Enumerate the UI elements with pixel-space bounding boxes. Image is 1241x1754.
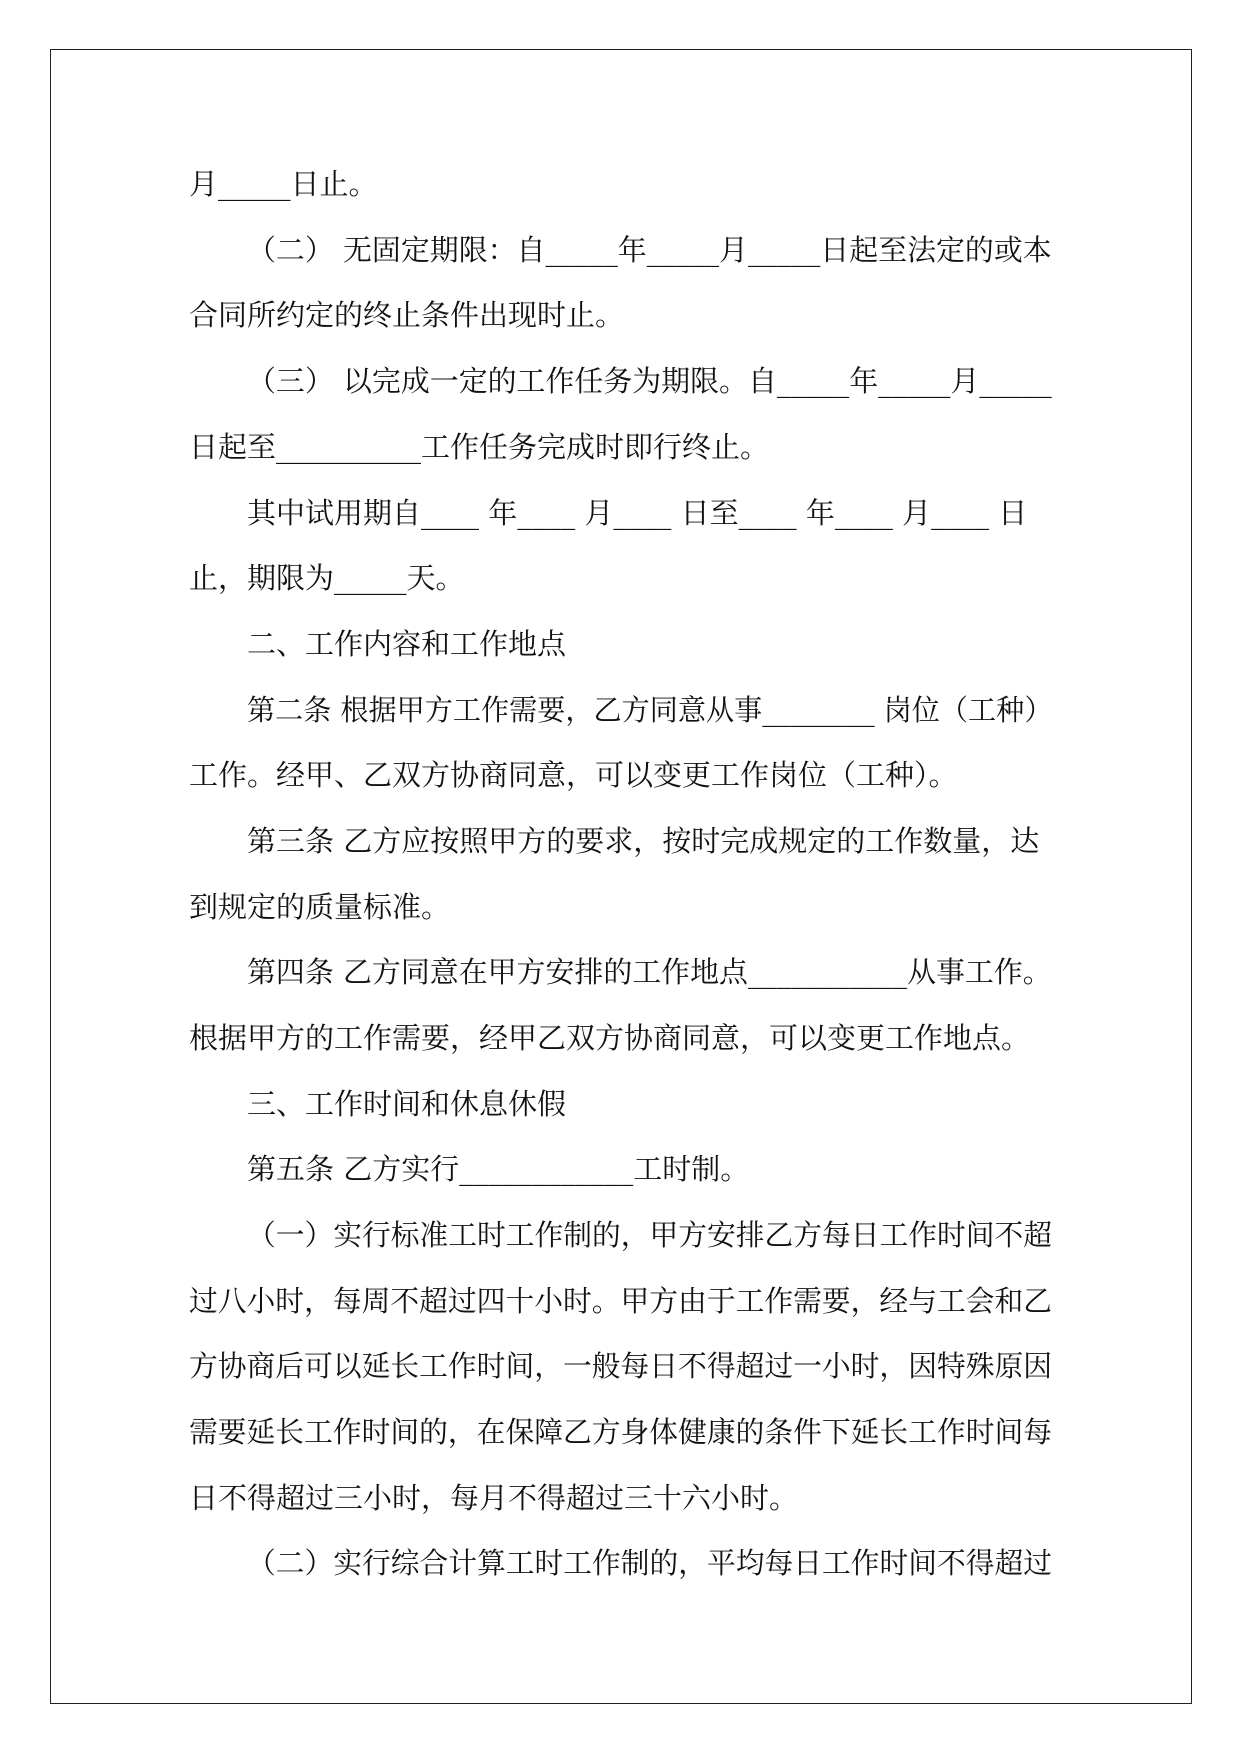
text-line: 第三条 乙方应按照甲方的要求，按时完成规定的工作数量，达 [247, 824, 1040, 858]
text-line: 合同所约定的终止条件出现时止。 [189, 298, 625, 332]
text-line: 需要延长工作时间的，在保障乙方身体健康的条件下延长工作时间每 [189, 1415, 1053, 1449]
text-line: 第二条 根据甲方工作需要，乙方同意从事________ 岗位（工种） [247, 693, 1053, 727]
section-heading: 三、工作时间和休息休假 [247, 1087, 567, 1121]
text-line: （二）实行综合计算工时工作制的，平均每日工作时间不得超过 [247, 1546, 1053, 1580]
text-line: （二） 无固定期限：自_____年_____月_____日起至法定的或本 [247, 233, 1052, 267]
text-line: 止，期限为_____天。 [189, 561, 465, 595]
text-line: 月_____日止。 [189, 167, 378, 201]
text-line: （一）实行标准工时工作制的，甲方安排乙方每日工作时间不超 [247, 1218, 1053, 1252]
text-line: 第五条 乙方实行____________工时制。 [247, 1152, 750, 1186]
text-line: 其中试用期自____ 年____ 月____ 日至____ 年____ 月____ 日 [247, 496, 1028, 530]
text-line: 过八小时，每周不超过四十小时。甲方由于工作需要，经与工会和乙 [189, 1284, 1053, 1318]
text-line: 工作。经甲、乙双方协商同意，可以变更工作岗位（工种）。 [189, 758, 958, 792]
text-line: 日不得超过三小时，每月不得超过三十六小时。 [189, 1481, 799, 1515]
text-line: 第四条 乙方同意在甲方安排的工作地点___________从事工作。 [247, 955, 1052, 989]
text-line: 到规定的质量标准。 [189, 890, 451, 924]
text-line: 日起至__________工作任务完成时即行终止。 [189, 430, 770, 464]
text-line: （三） 以完成一定的工作任务为期限。自_____年_____月_____ [247, 364, 1052, 398]
text-line: 根据甲方的工作需要，经甲乙双方协商同意，可以变更工作地点。 [189, 1021, 1031, 1055]
section-heading: 二、工作内容和工作地点 [247, 627, 567, 661]
text-line: 方协商后可以延长工作时间，一般每日不得超过一小时，因特殊原因 [189, 1349, 1053, 1383]
